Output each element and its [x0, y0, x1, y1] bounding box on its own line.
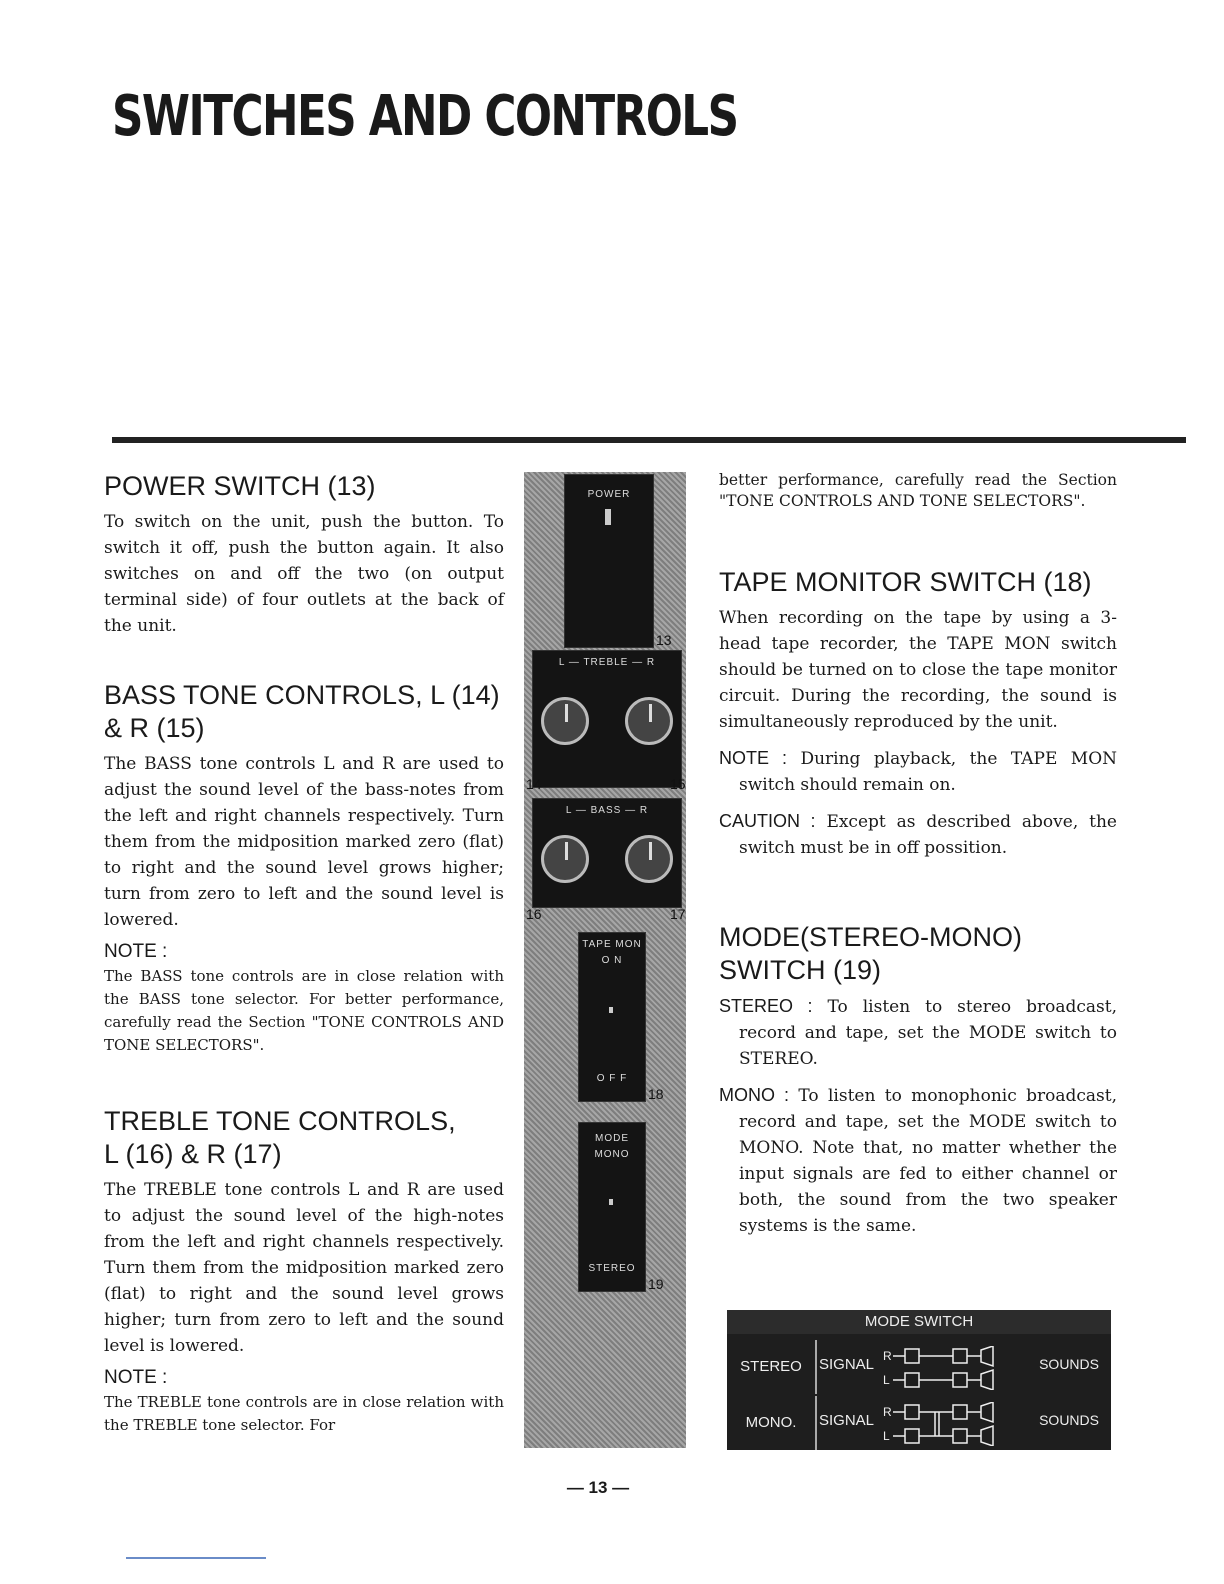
- horizontal-rule: [112, 437, 1186, 443]
- page-title: SWITCHES AND CONTROLS: [112, 84, 738, 149]
- tape-monitor-section: [719, 566, 1117, 861]
- mode-table-cell-mode: MONO.: [727, 1396, 817, 1450]
- mode-panel-label: MODE: [595, 1133, 629, 1144]
- mode-table-row-mono: [727, 1396, 1111, 1450]
- power-button-icon: [605, 509, 611, 525]
- tape-panel-label: TAPE MON: [582, 939, 642, 950]
- bass-heading: [104, 679, 504, 745]
- tape-monitor-heading: TAPE MONITOR SWITCH (18): [719, 567, 1092, 597]
- mode-table-row-stereo: [727, 1340, 1111, 1394]
- mode-stereo-label: STEREO :: [719, 996, 813, 1016]
- mode-mono-label: MONO: [594, 1149, 630, 1160]
- mode-switch-table: [727, 1310, 1111, 1450]
- footer-line: [126, 1557, 266, 1559]
- treble-r-knob-icon: [625, 697, 673, 745]
- mode-stereo-item: [719, 993, 1117, 1072]
- mode-stereo-body: To listen to stereo broadcast, record and tape, set the MODE switch to STEREO.: [739, 997, 1117, 1069]
- right-column: [719, 470, 1117, 1239]
- tape-caution-label: CAUTION :: [719, 811, 816, 831]
- mode-switch-panel: [578, 1122, 646, 1292]
- tape-caution: [719, 808, 1117, 861]
- tape-on-label: O N: [601, 955, 623, 966]
- treble-l-knob-icon: [541, 697, 589, 745]
- continued-text: better performance, carefully read the Section "TONE CONTROLS AND TONE SELECTORS".: [719, 471, 1117, 510]
- mode-heading-line1: MODE(STEREO-MONO): [719, 922, 1022, 952]
- mono-l-label: L: [883, 1429, 890, 1443]
- treble-heading-line2: L (16) & R (17): [104, 1139, 282, 1169]
- mode-table-cell-signal: SIGNAL: [819, 1412, 875, 1429]
- tape-off-label: O F F: [596, 1073, 628, 1084]
- power-panel-label: POWER: [587, 489, 631, 500]
- stereo-signal-diagram: [883, 1346, 1023, 1390]
- bass-note-label: NOTE :: [104, 941, 168, 962]
- stereo-r-label: R: [883, 1349, 892, 1363]
- power-switch-panel: [564, 474, 654, 648]
- mode-heading: [719, 921, 1117, 987]
- bass-l-knob-icon: [541, 835, 589, 883]
- mode-switch-icon: [609, 1199, 613, 1205]
- tape-monitor-panel: [578, 932, 646, 1102]
- power-switch-section: [104, 470, 504, 639]
- power-switch-heading: POWER SWITCH (13): [104, 471, 376, 501]
- treble-knobs-panel: [532, 650, 682, 788]
- mode-table-cell-mode: STEREO: [727, 1340, 817, 1394]
- treble-note-label: NOTE :: [104, 1367, 168, 1388]
- mode-mono-label: MONO :: [719, 1085, 789, 1105]
- callout-19: 19: [648, 1276, 664, 1292]
- tape-monitor-body: When recording on the tape by using a 3-head tape recorder, the TAPE MON switch should be turned on to close the tape monitor circuit. During the recording, the sound is simultaneously reproduced by the unit.: [719, 608, 1117, 732]
- callout-13: 13: [656, 632, 672, 648]
- tape-note: [719, 745, 1117, 798]
- treble-section: [104, 1105, 504, 1437]
- power-switch-body: To switch on the unit, push the button. To switch it off, push the button again. It also switches on and off the two (on output terminal side) of four outlets at the back of the unit.: [104, 512, 504, 636]
- treble-heading-line1: TREBLE TONE CONTROLS,: [104, 1106, 456, 1136]
- stereo-l-label: L: [883, 1373, 890, 1387]
- bass-body: The BASS tone controls L and R are used to adjust the sound level of the bass-notes from the left and right channels respectively. Turn them from the midposition marked zero (flat) to right and the sound level grows higher; turn from zero to left and the sound level is lowered.: [104, 754, 504, 930]
- callout-14: 14: [526, 776, 542, 792]
- mono-signal-diagram: [883, 1402, 1023, 1446]
- bass-heading-line1: BASS TONE CONTROLS, L (14): [104, 680, 500, 710]
- mode-table-cell-result: SOUNDS: [1039, 1356, 1099, 1372]
- callout-18: 18: [648, 1086, 664, 1102]
- callout-17: 17: [670, 906, 686, 922]
- mode-section: [719, 921, 1117, 1239]
- mode-mono-body: To listen to monophonic broadcast, record and tape, set the MODE switch to MONO. Note that, no matter whether the input signals are fed to either channel or both, the sound from the two speaker systems is the same.: [739, 1086, 1118, 1236]
- bass-section: [104, 679, 504, 1057]
- bass-r-knob-icon: [625, 835, 673, 883]
- treble-heading: [104, 1105, 504, 1171]
- mode-table-header: MODE SWITCH: [727, 1310, 1111, 1334]
- treble-panel-label: L — TREBLE — R: [558, 657, 656, 668]
- bass-panel-label: L — BASS — R: [565, 805, 649, 816]
- page-number: — 13 —: [566, 1478, 630, 1497]
- treble-body: The TREBLE tone controls L and R are used to adjust the sound level of the high-notes from the left and right channels respectively. Turn them from the midposition marked zero (flat) to right and the sound level grows higher; turn from zero to left and the sound level is lowered.: [104, 1180, 504, 1356]
- bass-heading-line2: & R (15): [104, 713, 205, 743]
- tape-switch-icon: [609, 1007, 613, 1013]
- mode-mono-item: [719, 1082, 1117, 1239]
- left-column: [104, 470, 504, 1437]
- bass-note-body: The BASS tone controls are in close relation with the BASS tone selector. For better performance, carefully read the Section "TONE CONTROLS AND TONE SELECTORS".: [104, 967, 504, 1054]
- mode-table-cell-result: SOUNDS: [1039, 1412, 1099, 1428]
- mode-table-cell-signal: SIGNAL: [819, 1356, 875, 1373]
- tape-note-label: NOTE :: [719, 748, 788, 768]
- callout-16: 16: [526, 906, 542, 922]
- tape-note-body: During playback, the TAPE MON switch should remain on.: [739, 749, 1117, 795]
- bass-knobs-panel: [532, 798, 682, 908]
- mode-stereo-label: STEREO: [588, 1263, 636, 1274]
- mode-heading-line2: SWITCH (19): [719, 955, 881, 985]
- mono-r-label: R: [883, 1405, 892, 1419]
- treble-note-body: The TREBLE tone controls are in close relation with the TREBLE tone selector. For: [104, 1393, 504, 1434]
- control-panel-photo: [524, 472, 686, 1448]
- tape-caution-body: Except as described above, the switch must be in off possition.: [739, 812, 1117, 858]
- callout-15: 15: [670, 776, 686, 792]
